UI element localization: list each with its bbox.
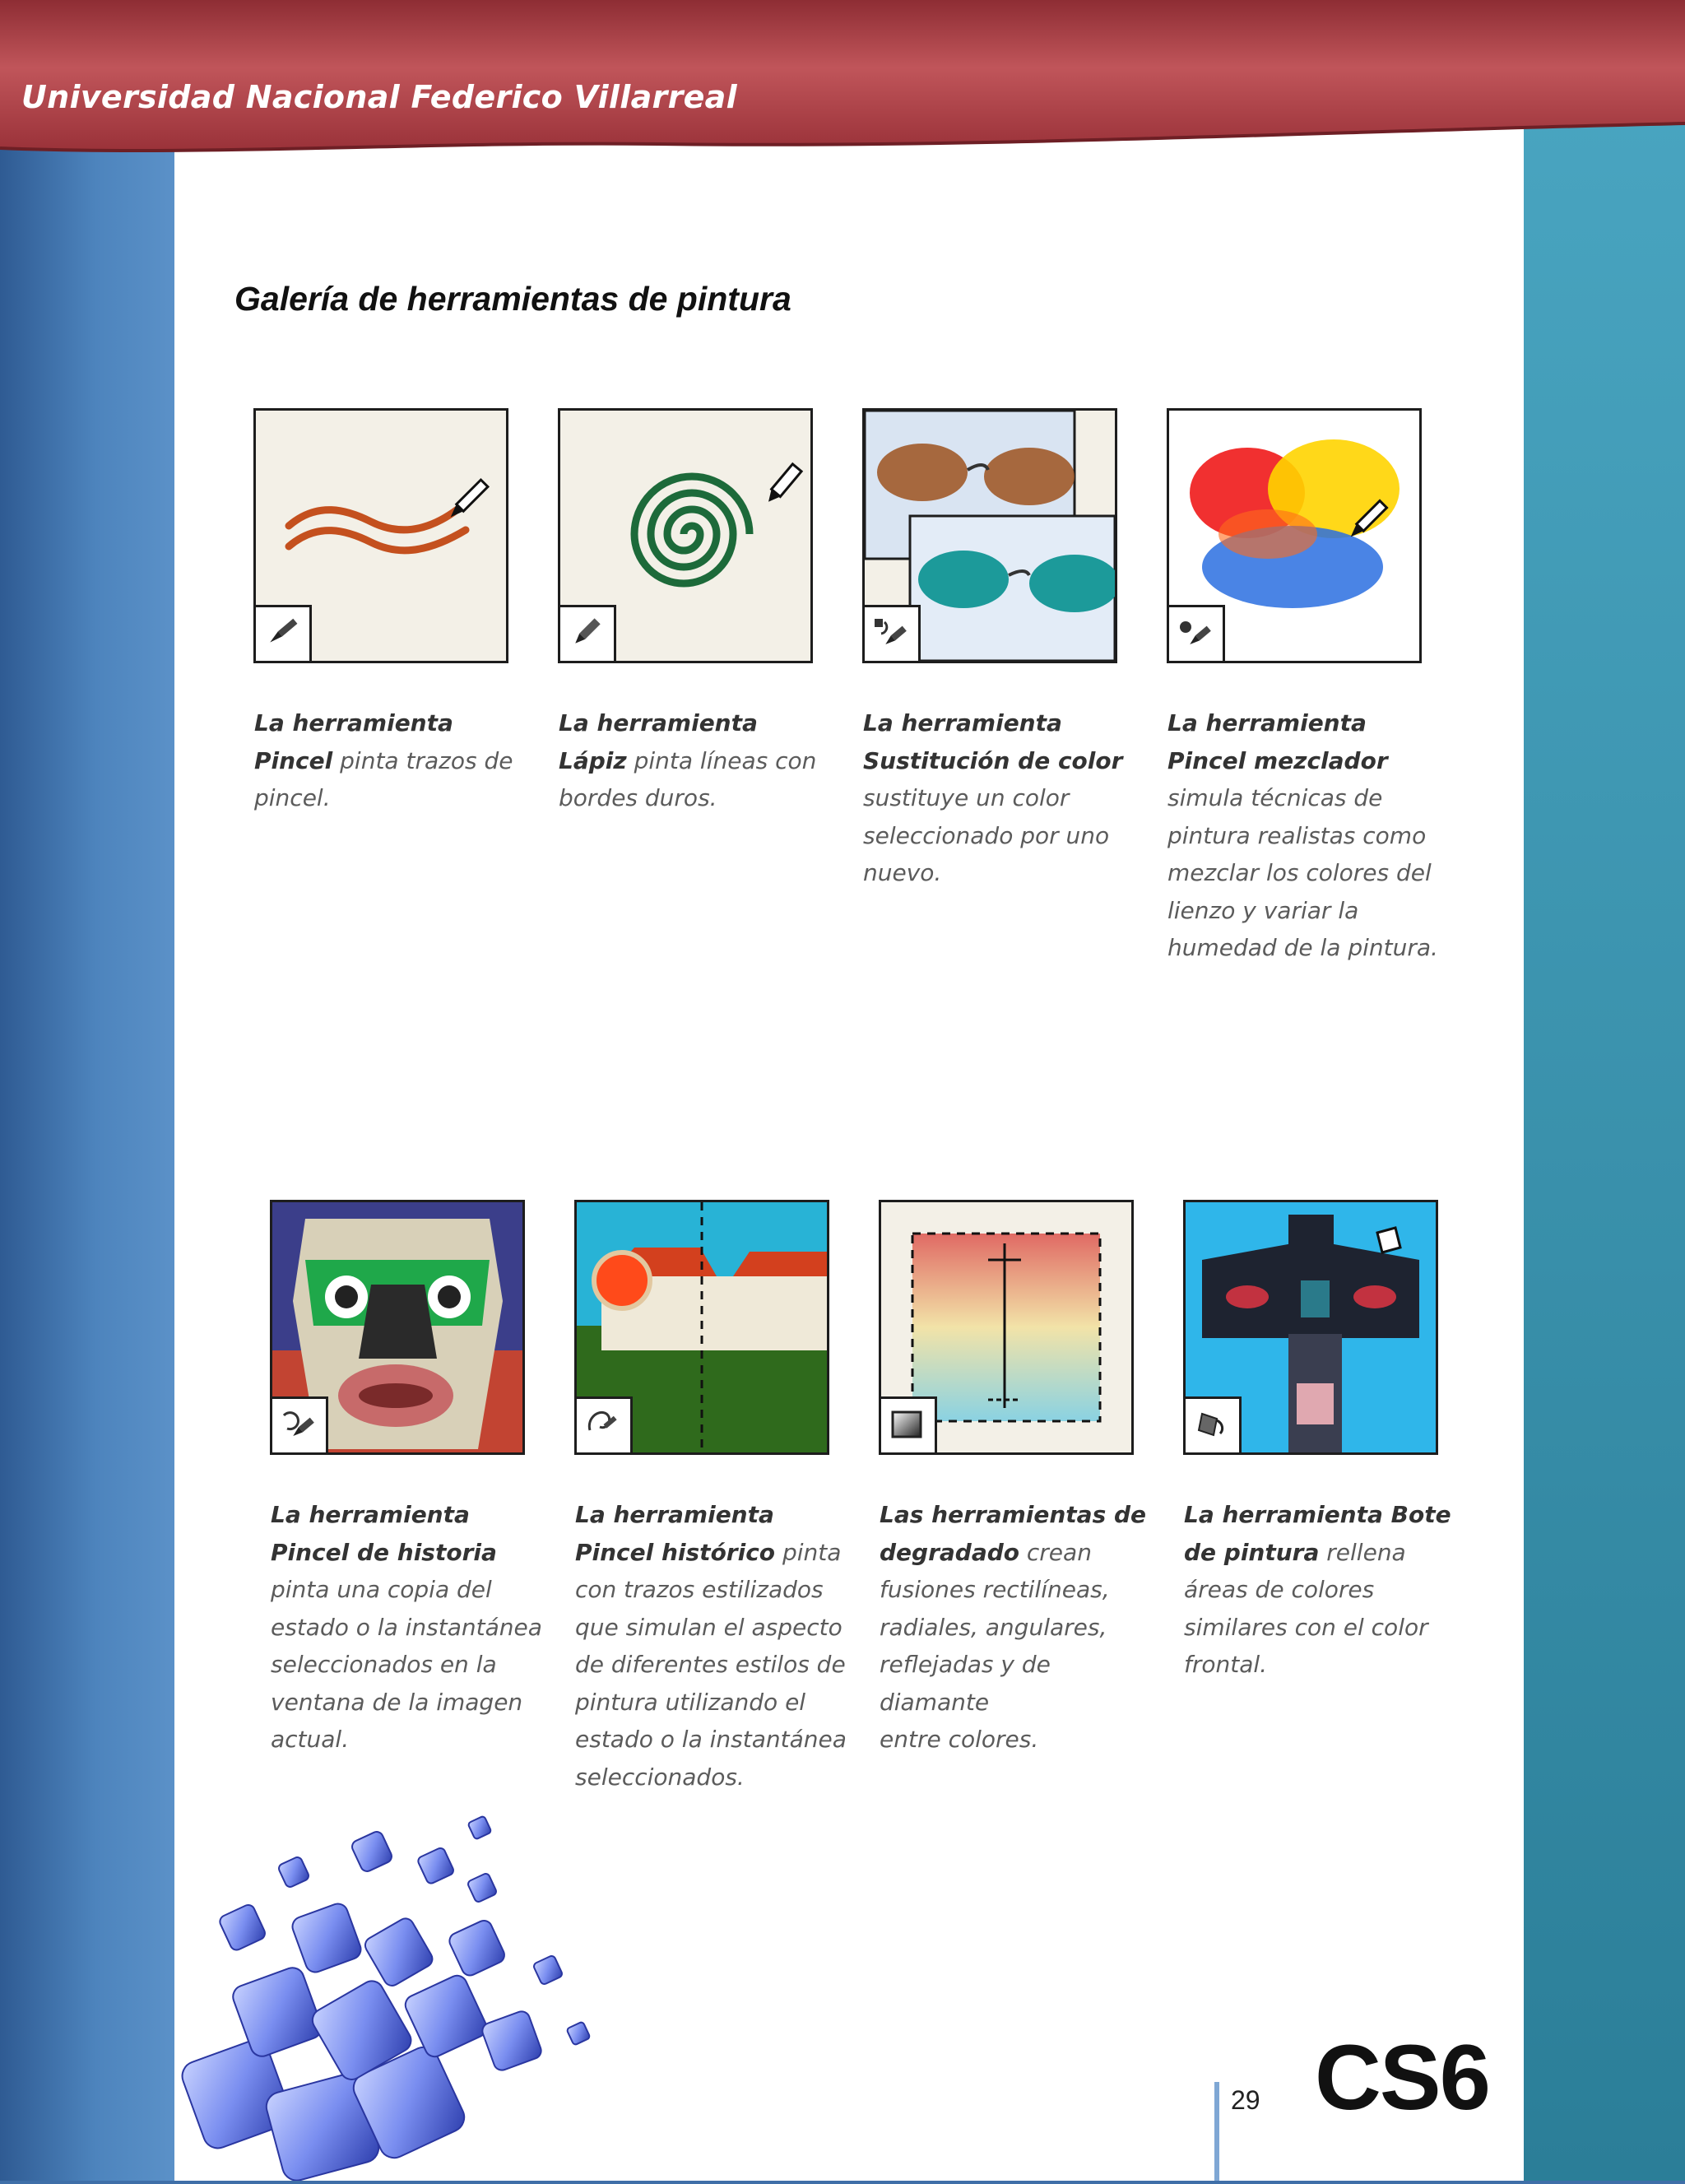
section-title: Galería de herramientas de pintura bbox=[234, 280, 791, 318]
caption-art-history-brush bbox=[575, 1496, 847, 1796]
gradient-icon bbox=[881, 1396, 937, 1452]
caption-line: Pincel mezclador bbox=[1167, 746, 1388, 774]
caption-line: La herramienta bbox=[1167, 709, 1367, 737]
caption-line: que simulan el aspecto bbox=[575, 1613, 842, 1641]
caption-line: estado o la instantánea bbox=[575, 1726, 847, 1753]
caption-line: pincel. bbox=[254, 784, 331, 811]
caption-line: mezclar los colores del bbox=[1167, 859, 1432, 886]
brush-icon bbox=[256, 605, 312, 661]
caption-line: degradado crean bbox=[880, 1538, 1092, 1566]
mixer-brush-icon bbox=[1169, 605, 1225, 661]
pencil-icon bbox=[560, 605, 616, 661]
color-replacement-icon bbox=[865, 605, 921, 661]
right-background bbox=[1524, 0, 1685, 2181]
caption-line: simula técnicas de bbox=[1167, 784, 1383, 811]
caption-line: de pintura rellena bbox=[1184, 1538, 1406, 1566]
caption-line: Las herramientas de bbox=[880, 1501, 1147, 1528]
caption-line: similares con el color bbox=[1184, 1613, 1428, 1641]
caption-line: pintura realistas como bbox=[1167, 821, 1427, 849]
caption-line: pintura utilizando el bbox=[575, 1688, 806, 1716]
caption-pencil bbox=[559, 704, 830, 817]
caption-line: entre colores. bbox=[880, 1726, 1039, 1753]
caption-line: Pincel pinta trazos de bbox=[254, 746, 513, 774]
caption-line: ventana de la imagen bbox=[271, 1688, 523, 1716]
page-number-divider bbox=[1214, 2082, 1219, 2181]
art-history-brush-tool-illustration bbox=[574, 1200, 829, 1455]
institution-name: Universidad Nacional Federico Villarreal bbox=[21, 79, 737, 115]
caption-line: Pincel de historia bbox=[271, 1538, 497, 1566]
caption-line: Pincel histórico pinta bbox=[575, 1538, 842, 1566]
caption-line: sustituye un color bbox=[863, 784, 1070, 811]
decorative-cubes-image bbox=[174, 1786, 709, 2181]
caption-line: La herramienta bbox=[575, 1501, 774, 1528]
caption-line: seleccionados. bbox=[575, 1763, 745, 1791]
pencil-tool-illustration bbox=[558, 408, 813, 663]
page-header bbox=[0, 0, 1685, 156]
caption-line: humedad de la pintura. bbox=[1167, 934, 1438, 961]
caption-mixer-brush bbox=[1167, 704, 1439, 967]
brush-tool-illustration bbox=[253, 408, 508, 663]
caption-line: La herramienta bbox=[863, 709, 1062, 737]
history-brush-tool-illustration bbox=[270, 1200, 525, 1455]
paint-bucket-tool-illustration bbox=[1183, 1200, 1438, 1455]
caption-line: con trazos estilizados bbox=[575, 1576, 824, 1603]
left-background bbox=[0, 0, 174, 2181]
caption-line: radiales, angulares, bbox=[880, 1613, 1107, 1641]
mixer-brush-tool-illustration bbox=[1167, 408, 1422, 663]
paint-bucket-icon bbox=[1186, 1396, 1242, 1452]
caption-line: La herramienta bbox=[559, 709, 758, 737]
caption-line: seleccionado por uno bbox=[863, 821, 1110, 849]
caption-line: reflejadas y de diamante bbox=[880, 1651, 1051, 1716]
caption-line: La herramienta bbox=[271, 1501, 470, 1528]
caption-line: Sustitución de color bbox=[863, 746, 1123, 774]
caption-line: estado o la instantánea bbox=[271, 1613, 542, 1641]
art-history-brush-icon bbox=[577, 1396, 633, 1452]
brand-label: CS6 bbox=[1315, 2026, 1489, 2129]
caption-line: áreas de colores bbox=[1184, 1576, 1375, 1603]
gradient-tool-illustration bbox=[879, 1200, 1134, 1455]
history-brush-icon bbox=[272, 1396, 328, 1452]
caption-line: de diferentes estilos de bbox=[575, 1651, 846, 1678]
caption-line: fusiones rectilíneas, bbox=[880, 1576, 1110, 1603]
caption-line: nuevo. bbox=[863, 859, 942, 886]
caption-line: seleccionados en la bbox=[271, 1651, 497, 1678]
caption-history-brush bbox=[271, 1496, 542, 1759]
caption-line: La herramienta Bote bbox=[1184, 1501, 1451, 1528]
caption-color-replacement bbox=[863, 704, 1135, 892]
caption-line: Lápiz pinta líneas con bbox=[559, 746, 817, 774]
page-number: 29 bbox=[1231, 2085, 1260, 2115]
caption-line: La herramienta bbox=[254, 709, 453, 737]
caption-line: bordes duros. bbox=[559, 784, 717, 811]
caption-paint-bucket bbox=[1184, 1496, 1455, 1684]
caption-line: actual. bbox=[271, 1726, 350, 1753]
caption-brush bbox=[254, 704, 526, 817]
caption-gradient bbox=[880, 1496, 1151, 1759]
caption-line: lienzo y variar la bbox=[1167, 896, 1359, 924]
caption-line: pinta una copia del bbox=[271, 1576, 492, 1603]
color-replacement-tool-illustration bbox=[862, 408, 1117, 663]
caption-line: frontal. bbox=[1184, 1651, 1268, 1678]
